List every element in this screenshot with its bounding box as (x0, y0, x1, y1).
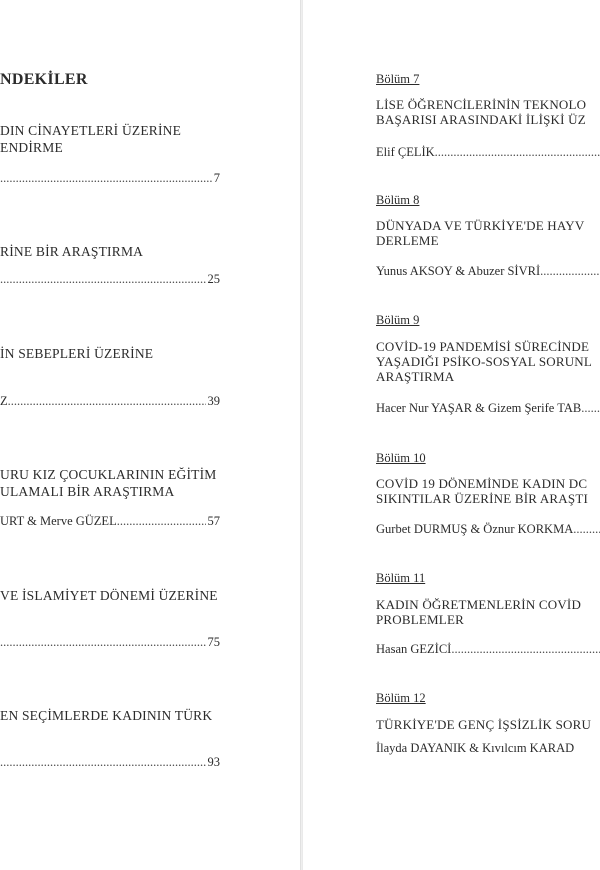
author-line (0, 754, 220, 770)
page-number: 25 (207, 272, 220, 286)
leader-dots (435, 145, 600, 160)
leader-dots (8, 393, 206, 409)
leader-dots (451, 642, 600, 657)
author-name: Elif ÇELİK (376, 145, 435, 159)
chapter-label: Bölüm 12 (376, 691, 426, 705)
author-name: Gurbet DURMUŞ & Öznur KORKMA (376, 522, 574, 536)
author-line (376, 741, 600, 756)
chapter-label: Bölüm 10 (376, 451, 426, 465)
author-line (376, 522, 600, 537)
author-line (0, 271, 220, 287)
author-name: Hasan GEZİCİ (376, 642, 452, 656)
leader-dots (540, 264, 600, 279)
chapter-title: DIN CİNAYETLERİ ÜZERİNE ENDİRME (0, 123, 182, 155)
author-name: Yunus AKSOY & Abuzer SİVRİ (376, 264, 541, 278)
leader-dots (117, 513, 206, 529)
author-name: Z (0, 394, 8, 408)
author-line (0, 634, 220, 650)
author-name: Hacer Nur YAŞAR & Gizem Şerife TAB (376, 401, 582, 415)
chapter-label: Bölüm 7 (376, 72, 420, 86)
author-name: URT & Merve GÜZEL (0, 514, 117, 528)
chapter-label: Bölüm 9 (376, 313, 420, 327)
chapter-title: COVİD-19 PANDEMİSİ SÜRECİNDE YAŞADIĞI PSİKO-SOSYAL SORUNL ARAŞTIRMA (376, 339, 593, 384)
toc-heading: NDEKİLER (0, 71, 88, 88)
leader-dots (0, 634, 206, 650)
leader-dots (0, 271, 206, 287)
chapter-title: COVİD 19 DÖNEMİNDE KADIN DC SIKINTILAR ÜZERİNE BİR ARAŞTI (376, 476, 588, 506)
author-line (376, 145, 600, 160)
author-name: İlayda DAYANIK & Kıvılcım KARAD (376, 741, 575, 755)
chapter-label: Bölüm 8 (376, 193, 420, 207)
chapter-label: Bölüm 11 (376, 571, 426, 585)
leader-dots (0, 170, 212, 186)
author-line (0, 393, 220, 409)
page-number: 39 (207, 394, 220, 408)
chapter-title: TÜRKİYE'DE GENÇ İŞSİZLİK SORU (376, 717, 592, 732)
page-number: 93 (207, 755, 220, 769)
right-page (303, 0, 600, 870)
page-number: 75 (207, 635, 220, 649)
page-number: 7 (213, 171, 220, 185)
leader-dots (581, 401, 600, 416)
leader-dots (0, 754, 206, 770)
author-line (0, 170, 220, 186)
chapter-title: EN SEÇİMLERDE KADININ TÜRK (0, 708, 213, 723)
author-line (376, 264, 600, 279)
leader-dots (573, 522, 600, 537)
chapter-title: URU KIZ ÇOCUKLARININ EĞİTİM ULAMALI BİR ARAŞTIRMA (0, 467, 217, 499)
chapter-title: LİSE ÖĞRENCİLERİNİN TEKNOLO BAŞARISI ARASINDAKİ İLİŞKİ ÜZ (376, 97, 587, 127)
chapter-title: VE İSLAMİYET DÖNEMİ ÜZERİNE (0, 588, 218, 603)
page-number: 57 (207, 514, 220, 528)
chapter-title: KADIN ÖĞRETMENLERİN COVİD PROBLEMLER (376, 597, 582, 627)
chapter-title: DÜNYADA VE TÜRKİYE'DE HAYV DERLEME (376, 218, 585, 248)
chapter-title: RİNE BİR ARAŞTIRMA (0, 244, 144, 259)
author-line (0, 513, 220, 529)
author-line (376, 401, 600, 416)
chapter-title: İN SEBEPLERİ ÜZERİNE (0, 346, 154, 361)
author-line (376, 642, 600, 657)
